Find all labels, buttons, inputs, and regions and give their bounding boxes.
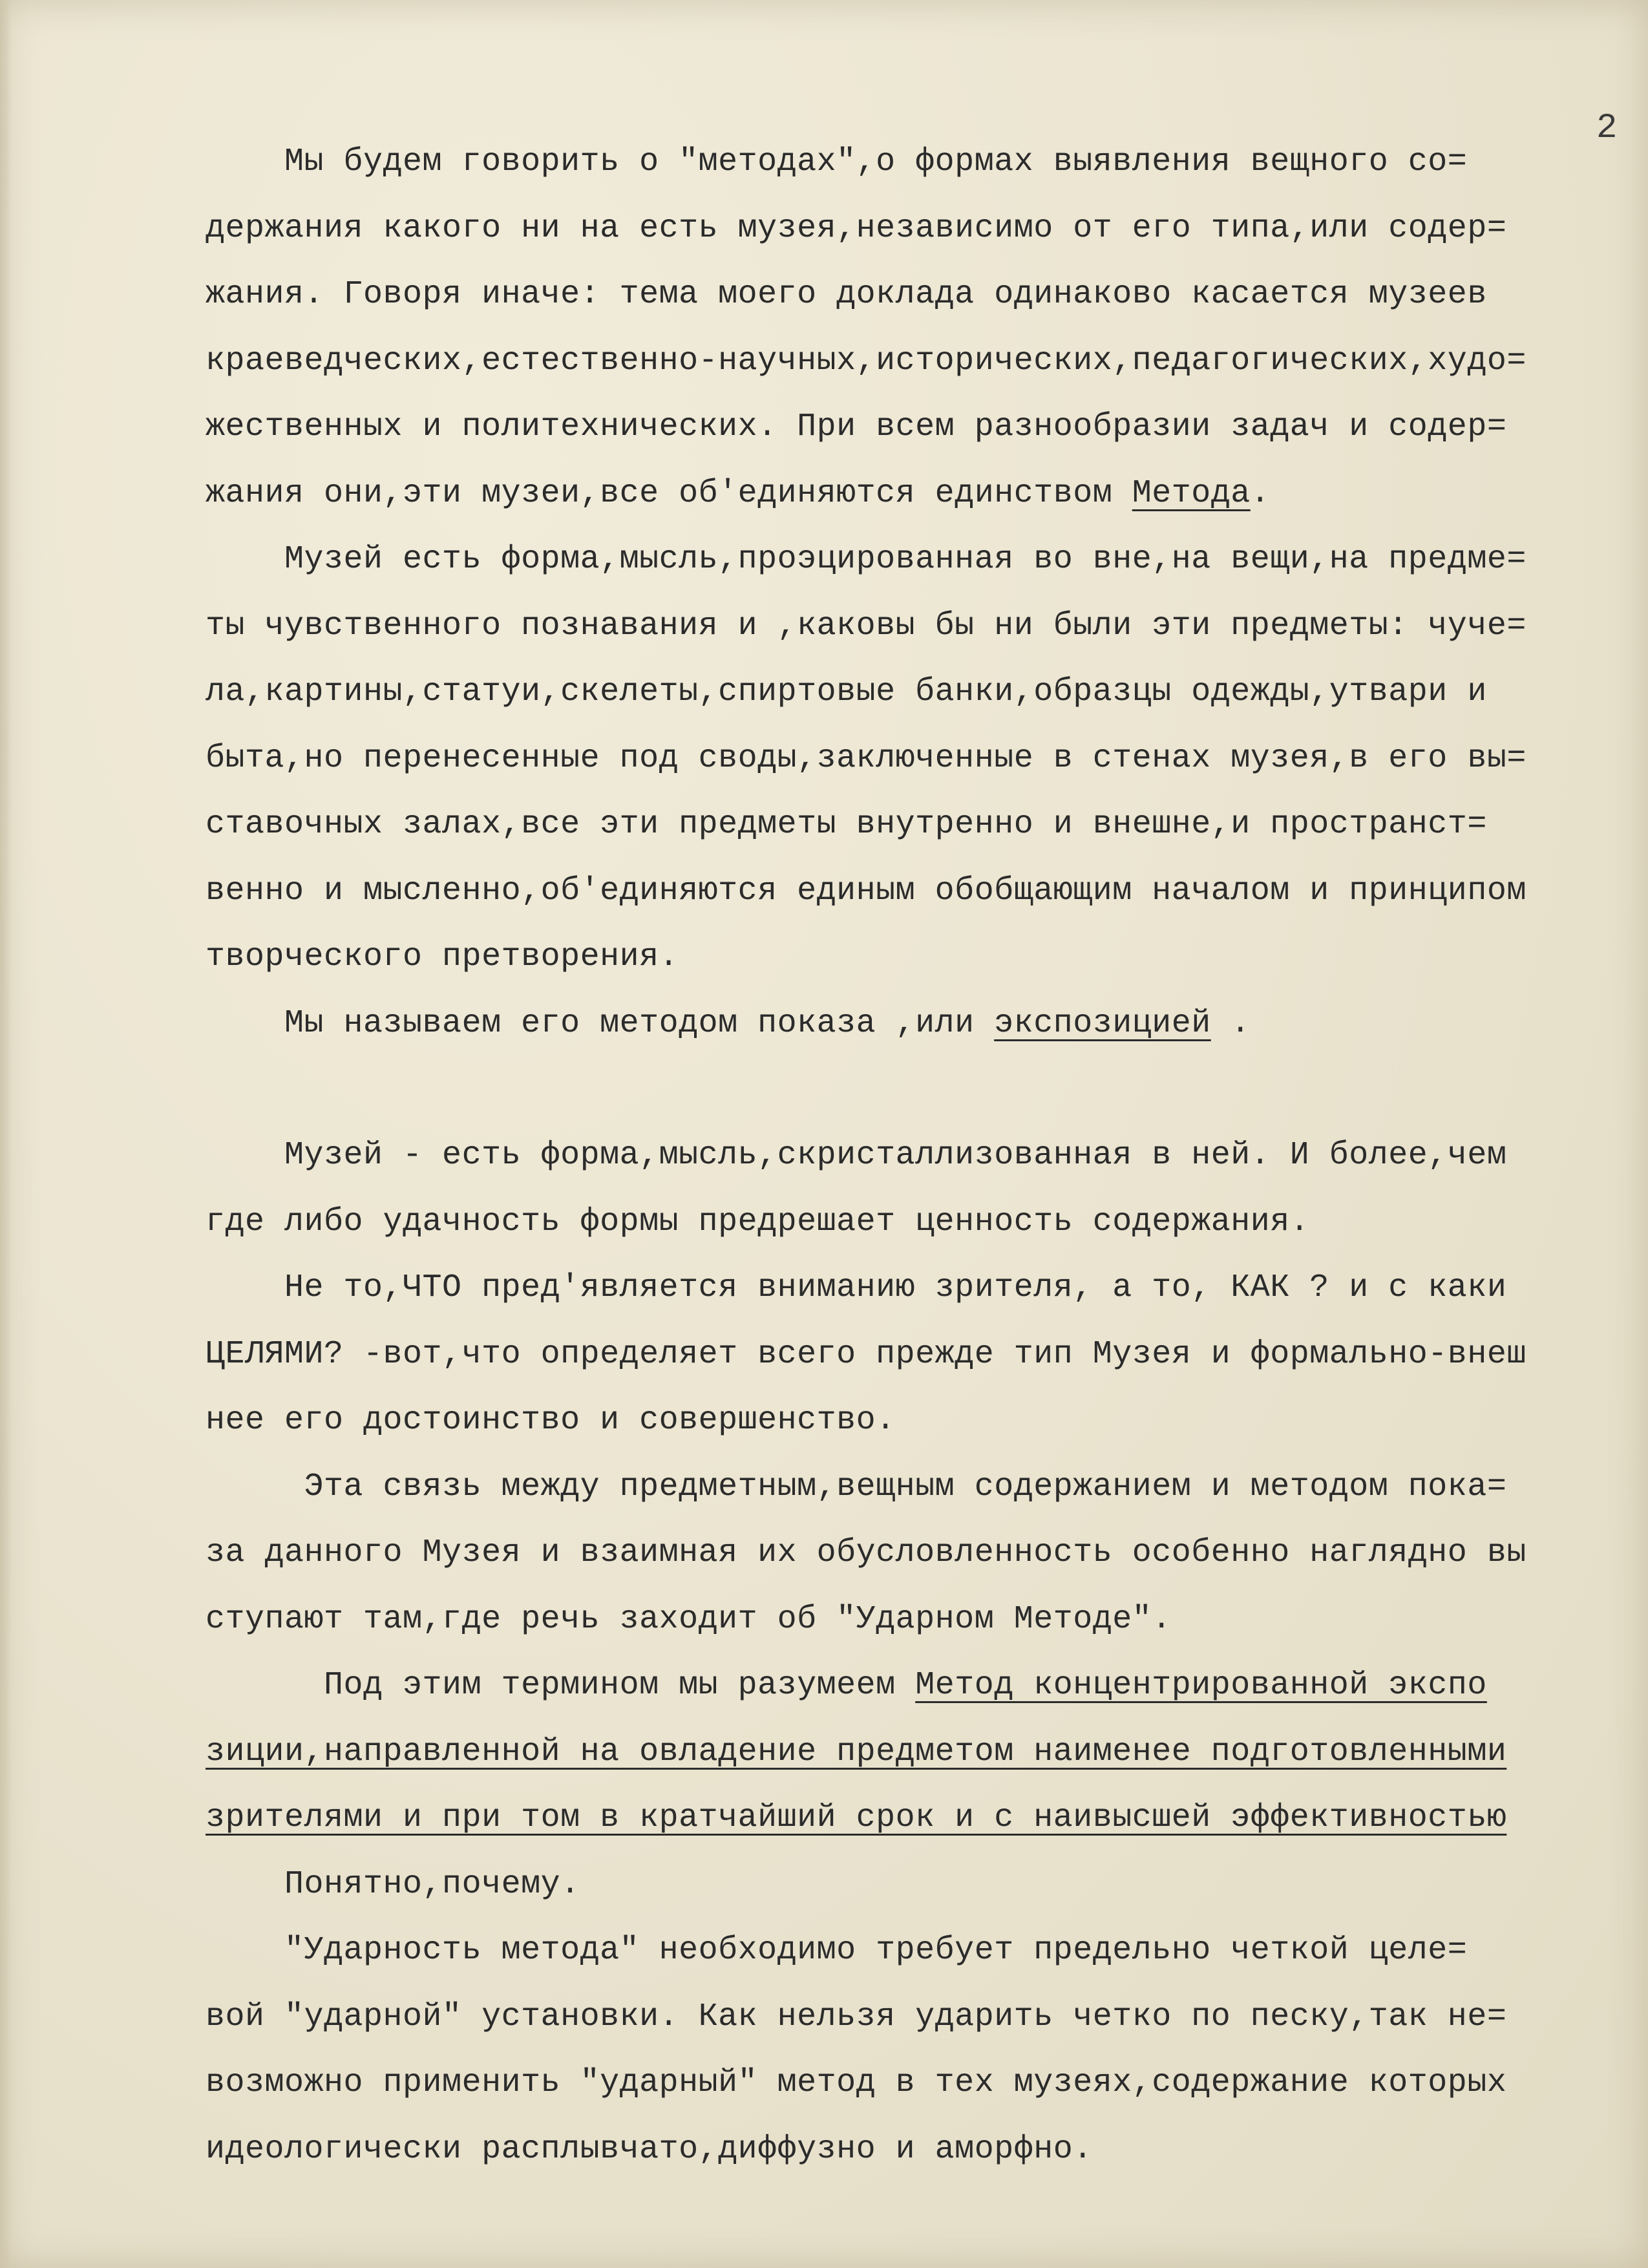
text-segment: за данного Музея и взаимная их обусловленность особенно наглядно вы xyxy=(206,1534,1527,1571)
page-number: 2 xyxy=(1596,109,1618,148)
text-segment: ла,картины,статуи,скелеты,спиртовые банки,образцы одежды,утвари и xyxy=(206,673,1487,710)
text-segment: жественных и политехнических. При всем разнообразии задач и содер= xyxy=(206,408,1507,445)
text-line xyxy=(206,1123,1648,1189)
text-line xyxy=(206,1255,1648,1322)
text-segment: жания. Говоря иначе: тема моего доклада одинаково касается музеев xyxy=(206,276,1487,313)
underlined-text: экспозицией xyxy=(994,1004,1211,1042)
text-segment: Понятно,почему. xyxy=(206,1865,580,1903)
text-segment: идеологически расплывчато,диффузно и аморфно. xyxy=(206,2130,1093,2168)
text-line xyxy=(206,659,1648,726)
text-segment: жания они,эти музеи,все об'единяются единством xyxy=(206,474,1132,512)
text-line xyxy=(206,2117,1648,2183)
text-line xyxy=(206,1587,1648,1653)
text-segment: Мы будем говорить о "методах",о формах выявления вещного со= xyxy=(206,143,1468,180)
text-line xyxy=(206,1454,1648,1521)
underlined-text: зиции,направленной на овладение предметом наименее подготовленными xyxy=(206,1733,1507,1770)
text-line xyxy=(206,1322,1648,1388)
text-segment: ты чувственного познавания и ,каковы бы ни были эти предметы: чуче= xyxy=(206,607,1527,644)
paper-edge-shadow xyxy=(0,0,12,2268)
text-line xyxy=(206,1785,1648,1852)
text-line xyxy=(206,394,1648,461)
text-segment: Музей есть форма,мысль,проэцированная во вне,на вещи,на предме= xyxy=(206,541,1527,578)
text-segment: Эта связь между предметным,вещным содержанием и методом пока= xyxy=(206,1468,1507,1505)
text-segment: Не то,ЧТО пред'является вниманию зрителя, а то, КАК ? и с каки xyxy=(206,1269,1507,1306)
text-line xyxy=(206,1189,1648,1256)
text-segment: ЦЕЛЯМИ? -вот,что определяет всего прежде тип Музея и формально-внеш xyxy=(206,1335,1527,1373)
text-line xyxy=(206,593,1648,660)
text-segment: быта,но перенесенные под своды,заключенные в стенах музея,в его вы= xyxy=(206,739,1527,777)
text-line xyxy=(206,858,1648,925)
text-line xyxy=(206,1520,1648,1587)
text-segment: где либо удачность формы предрешает ценность содержания. xyxy=(206,1203,1310,1240)
underlined-text: зрителями и при том в кратчайший срок и с наивысшей эффективностью xyxy=(206,1799,1507,1836)
text-segment: ставочных залах,все эти предметы внутренно и внешне,и пространст= xyxy=(206,806,1487,843)
underlined-text: Метод концентрированной экспо xyxy=(915,1667,1487,1704)
text-line xyxy=(206,129,1648,196)
text-segment: творческого претворения. xyxy=(206,938,679,975)
text-segment: "Ударность метода" необходимо требует предельно четкой целе= xyxy=(206,1932,1468,1969)
paragraph-gap xyxy=(206,1057,1648,1123)
underlined-text: Метода xyxy=(1132,474,1251,512)
text-line xyxy=(206,991,1648,1057)
text-segment: вой "ударной" установки. Как нельзя ударить четко по песку,так не= xyxy=(206,1998,1507,2035)
text-segment: . xyxy=(1250,474,1271,512)
text-segment: краеведческих,естественно-научных,исторических,педагогических,худо= xyxy=(206,342,1527,379)
text-line xyxy=(206,1388,1648,1454)
text-segment: Под этим термином мы разумеем xyxy=(206,1667,916,1704)
text-line xyxy=(206,1653,1648,1719)
text-line xyxy=(206,726,1648,792)
text-line xyxy=(206,1984,1648,2051)
text-line xyxy=(206,1852,1648,1918)
text-segment: . xyxy=(1210,1004,1251,1042)
text-segment: нее его достоинство и совершенство. xyxy=(206,1402,896,1439)
text-segment: Мы называем его методом показа ,или xyxy=(206,1004,995,1042)
text-line xyxy=(206,924,1648,991)
text-line xyxy=(206,1719,1648,1786)
text-segment: венно и мысленно,об'единяются единым обобщающим началом и принципом xyxy=(206,872,1527,909)
text-segment: держания какого ни на есть музея,независимо от его типа,или содер= xyxy=(206,209,1507,247)
text-line xyxy=(206,196,1648,262)
text-segment: ступают там,где речь заходит об "Ударном Методе". xyxy=(206,1600,1172,1638)
text-line xyxy=(206,527,1648,593)
text-segment: Музей - есть форма,мысль,скристаллизованная в ней. И более,чем xyxy=(206,1137,1507,1174)
body-text xyxy=(206,129,1648,2183)
text-line xyxy=(206,2050,1648,2117)
text-line xyxy=(206,461,1648,527)
text-segment: возможно применить "ударный" метод в тех музеях,содержание которых xyxy=(206,2064,1507,2101)
text-line xyxy=(206,1918,1648,1984)
text-line xyxy=(206,328,1648,395)
text-line xyxy=(206,262,1648,328)
text-line xyxy=(206,792,1648,858)
